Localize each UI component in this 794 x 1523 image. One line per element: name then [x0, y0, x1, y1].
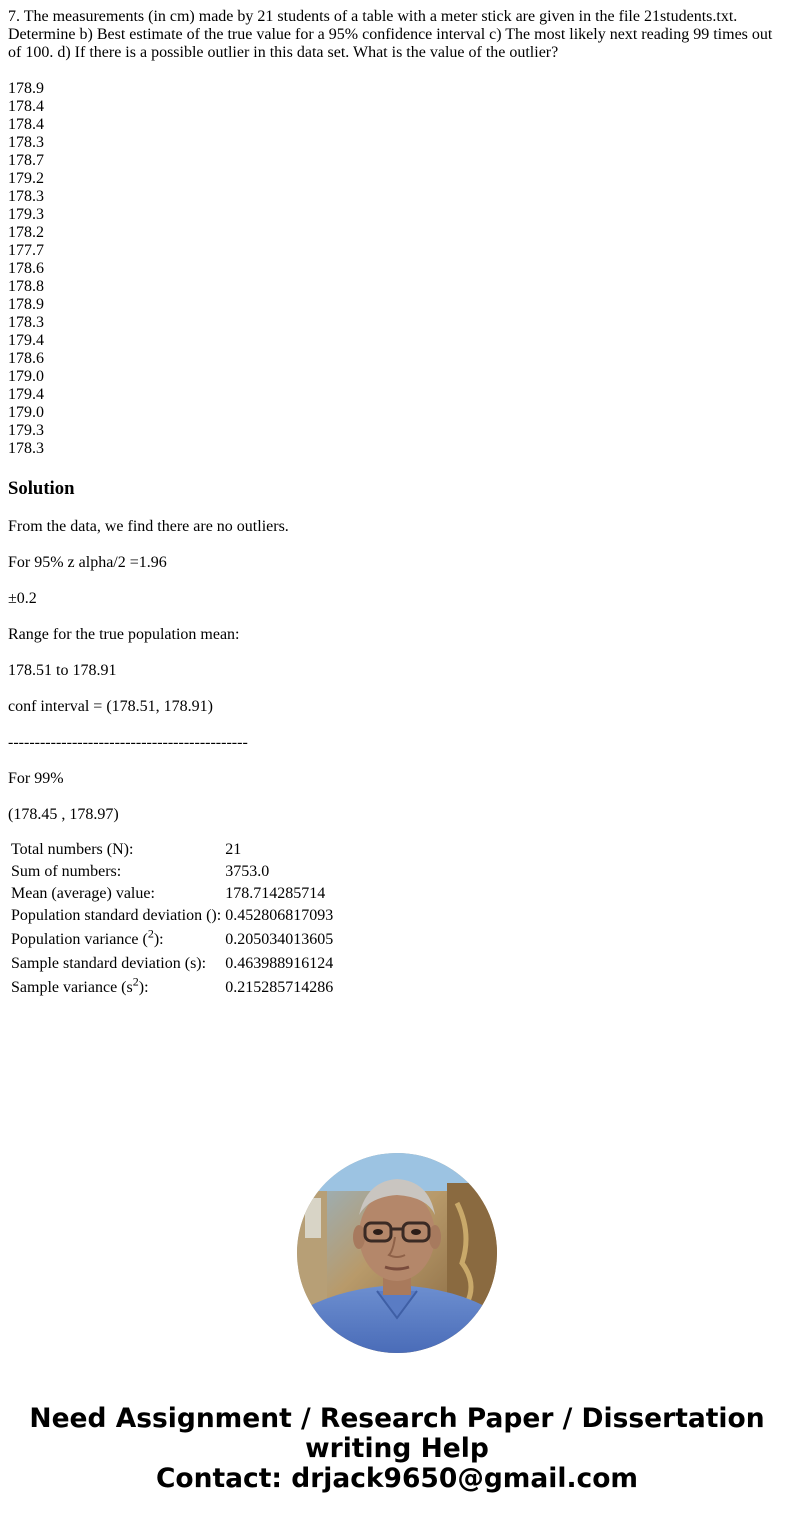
solution-paragraph: For 99%: [8, 770, 64, 787]
solution-paragraph: conf interval = (178.51, 178.91): [8, 698, 213, 715]
footer-headline: Need Assignment / Research Paper / Dissertation: [29, 1403, 765, 1434]
reading-value: 178.4: [8, 116, 44, 133]
stat-label: [10, 976, 222, 1000]
question-text: 7. The measurements (in cm) made by 21 students of a table with a meter stick are given in the file 21students.txt. Determine b) Best estimate of the true value for a 95% confidence interval c) The most likely next reading 99 times out of 100. d) If there is a possible outlier in this data set. What is the value of the outlier?: [8, 8, 773, 61]
table-row: [10, 840, 334, 860]
stat-label-text: ):: [138, 979, 149, 996]
reading-value: 179.4: [8, 386, 44, 403]
stat-label: Total numbers (N):: [11, 841, 134, 858]
stat-value: 21: [225, 841, 242, 858]
portrait-image: [297, 1153, 497, 1353]
footer-contact: Contact: drjack9650@gmail.com: [155, 1463, 639, 1494]
table-row: [10, 884, 334, 904]
reading-value: 178.2: [8, 224, 44, 241]
stat-label: Sum of numbers:: [11, 863, 122, 880]
reading-value: 178.3: [8, 188, 44, 205]
table-row: [10, 928, 334, 952]
table-row: [10, 906, 334, 926]
solution-paragraph: 178.51 to 178.91: [8, 662, 117, 679]
solution-heading: Solution: [8, 478, 75, 499]
table-row: [10, 862, 334, 882]
solution-paragraph: (178.45 , 178.97): [8, 806, 119, 823]
superscript: 2: [147, 926, 154, 941]
stat-value: 178.714285714: [225, 885, 326, 902]
reading-value: 179.2: [8, 170, 44, 187]
reading-value: 178.9: [8, 296, 44, 313]
stat-value: 0.463988916124: [225, 955, 334, 972]
stat-value: 0.452806817093: [225, 907, 334, 924]
separator-line: ---------------------------------------------: [8, 734, 248, 751]
reading-value: 178.9: [8, 80, 44, 97]
stat-label-text: Population variance (: [11, 931, 148, 948]
document-body: [8, 8, 786, 1002]
stat-label: Population standard deviation ():: [11, 907, 222, 924]
readings-list: [8, 80, 786, 458]
reading-value: 178.8: [8, 278, 44, 295]
reading-value: 178.3: [8, 314, 44, 331]
solution-paragraph: Range for the true population mean:: [8, 626, 240, 643]
reading-value: 178.4: [8, 98, 44, 115]
stat-value: 3753.0: [225, 863, 270, 880]
solution-paragraph: ±0.2: [8, 590, 37, 607]
footer-promo: [0, 1404, 794, 1494]
reading-value: 179.0: [8, 368, 44, 385]
stat-label: Mean (average) value:: [11, 885, 155, 902]
reading-value: 179.3: [8, 206, 44, 223]
superscript: 2: [132, 974, 139, 989]
stat-label-text: Sample variance (s: [11, 979, 133, 996]
stat-value: 0.205034013605: [225, 931, 334, 948]
reading-value: 179.4: [8, 332, 44, 349]
solution-paragraph: For 95% z alpha/2 =1.96: [8, 554, 167, 571]
table-row: [10, 954, 334, 974]
reading-value: 177.7: [8, 242, 44, 259]
reading-value: 178.7: [8, 152, 44, 169]
author-avatar: [297, 1153, 497, 1353]
stat-label: [10, 928, 222, 952]
stat-label-text: ):: [153, 931, 164, 948]
footer-headline: writing Help: [305, 1433, 489, 1464]
table-row: [10, 976, 334, 1000]
reading-value: 178.3: [8, 440, 44, 457]
stat-value: 0.215285714286: [225, 979, 334, 996]
statistics-table: [8, 838, 336, 1002]
reading-value: 178.6: [8, 350, 44, 367]
reading-value: 179.0: [8, 404, 44, 421]
solution-paragraph: From the data, we find there are no outliers.: [8, 518, 289, 535]
reading-value: 178.3: [8, 134, 44, 151]
reading-value: 178.6: [8, 260, 44, 277]
reading-value: 179.3: [8, 422, 44, 439]
stat-label: Sample standard deviation (s):: [11, 955, 207, 972]
